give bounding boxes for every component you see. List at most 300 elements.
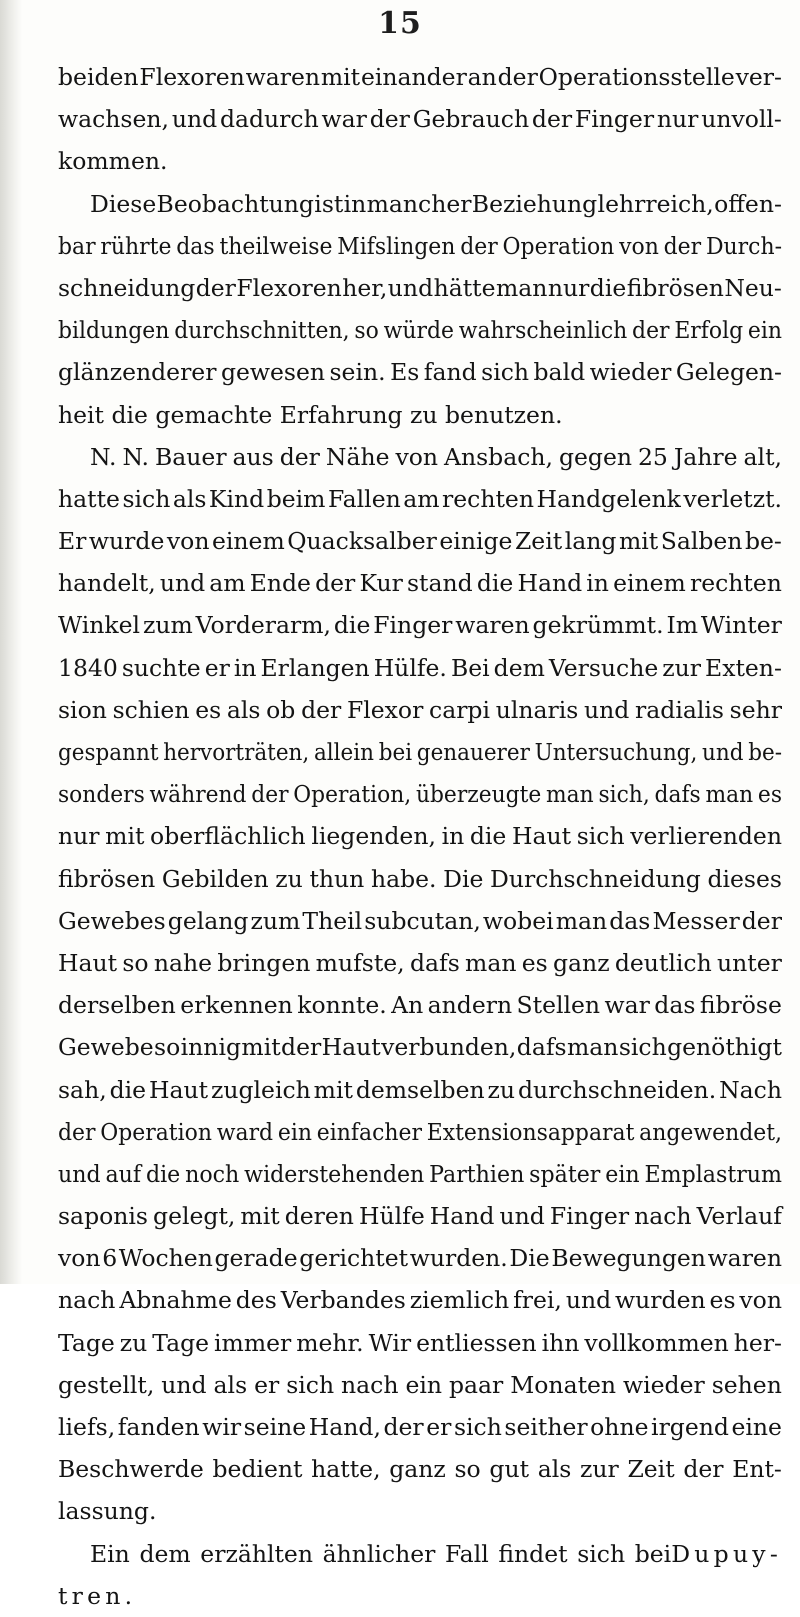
word: nahe [153, 948, 213, 977]
word: und [171, 105, 218, 134]
word: bar [58, 231, 96, 260]
word: und [161, 1370, 207, 1399]
word: Gelegen- [675, 358, 782, 387]
word: waren [245, 63, 321, 91]
word: ist [314, 189, 344, 218]
word: bildungen [58, 316, 170, 345]
word: der [683, 1455, 724, 1484]
word: Wir [368, 1328, 412, 1357]
text-line [58, 647, 782, 689]
word: zum [250, 906, 301, 935]
word: angewendet, [639, 1117, 782, 1146]
word: so [454, 1455, 481, 1484]
word: überzeugte [415, 780, 542, 809]
word: Kur [359, 569, 403, 598]
word: sich [122, 484, 171, 513]
word: Emplastrum [644, 1159, 782, 1188]
word: hatte [58, 484, 120, 513]
word: Flexor [346, 695, 424, 724]
word: Finger [373, 611, 453, 640]
word: als [226, 695, 261, 724]
word: ein [747, 316, 782, 345]
word: oberflächlich [150, 822, 306, 851]
word: als [172, 484, 207, 513]
word: thun [309, 864, 365, 893]
word: gestellt, [58, 1370, 155, 1399]
word: der [195, 273, 236, 302]
word: Bewegungen [551, 1244, 706, 1273]
word: 6 [102, 1244, 118, 1273]
word: An [391, 991, 424, 1020]
word: das [654, 991, 696, 1020]
word: innig [180, 1033, 242, 1062]
text-line [58, 1153, 782, 1195]
word: zur [580, 1455, 619, 1484]
word: fibrösen [58, 864, 156, 893]
word: mit [618, 527, 659, 556]
word: andern [427, 991, 513, 1020]
word: wurden. [409, 1244, 508, 1273]
text-line: lassung. [58, 1497, 157, 1526]
word: ob [266, 695, 296, 724]
word: ohne [590, 1413, 649, 1441]
word: carpi [429, 695, 490, 724]
word: Extensionsapparat [426, 1117, 635, 1146]
word: auf [105, 1159, 142, 1188]
text-line [58, 267, 782, 309]
text-line [58, 858, 782, 900]
word: ein [405, 1370, 442, 1399]
word: sion [58, 695, 107, 724]
word: der [531, 105, 573, 134]
word: gekrümmt. [532, 611, 664, 640]
word: fibröse [699, 991, 782, 1020]
word: ward [216, 1117, 274, 1146]
word: verletzt. [683, 484, 782, 513]
text-line [58, 225, 782, 267]
word: habe. [370, 864, 437, 893]
word: Gewebe [58, 1033, 154, 1062]
word: Durchschneidung [490, 864, 701, 893]
word: erkennen [180, 991, 293, 1020]
word: Er [58, 527, 87, 556]
word: war [604, 991, 650, 1020]
text-line [58, 309, 782, 351]
word: mit [240, 1202, 280, 1231]
word: wieder [589, 358, 672, 387]
word: Beschwerde [58, 1455, 204, 1484]
word: liefs, [58, 1413, 116, 1441]
word: derselben [58, 991, 176, 1020]
word: Finger [549, 1202, 630, 1231]
word: suchte [121, 653, 201, 682]
text-line [58, 1322, 782, 1364]
word: in [586, 569, 609, 598]
author-name-spaced: Dupuy- [671, 1539, 782, 1568]
word: Erfolg [674, 316, 744, 345]
word: aus [232, 442, 274, 471]
word: Operation [502, 231, 615, 260]
word: Flexoren [236, 273, 342, 302]
word: wurde [88, 527, 165, 556]
word: Verlauf [696, 1202, 782, 1231]
word: hätte [433, 273, 496, 302]
word: und [702, 738, 744, 766]
word: an [467, 63, 497, 91]
text-line [58, 562, 782, 604]
word: findet [498, 1539, 568, 1568]
word: man [545, 780, 594, 809]
word: unter [717, 948, 782, 977]
word: schien [112, 695, 190, 724]
word: so [154, 1033, 181, 1062]
word: man [567, 1033, 619, 1062]
word: Exten- [705, 653, 782, 682]
word: der [460, 231, 498, 260]
word: Untersuchung, [534, 738, 698, 766]
word: war [321, 105, 367, 134]
word: Operation, [293, 780, 412, 809]
word: lehrreich, [597, 189, 714, 218]
word: und [387, 273, 434, 302]
word: Neu- [724, 273, 782, 302]
word: und [584, 695, 630, 724]
word: eine [731, 1413, 782, 1441]
word: noch [185, 1159, 240, 1188]
word: der [251, 780, 289, 809]
word: Vorderarm, [195, 611, 332, 640]
word: sein. [329, 358, 386, 387]
word: einfacher [316, 1117, 422, 1146]
word: der [301, 695, 342, 724]
word: Gebilden [161, 864, 269, 893]
word: fanden [117, 1413, 200, 1441]
word: zum [142, 611, 193, 640]
word: der [632, 316, 670, 345]
word: Hand, [308, 1413, 381, 1441]
word: sich [576, 822, 625, 851]
word: sehen [711, 1370, 782, 1399]
word: in [343, 189, 367, 218]
word: Beobachtung [156, 189, 314, 218]
text-line [58, 520, 782, 562]
text-line [58, 1111, 782, 1153]
text-line: kommen. [58, 147, 168, 176]
word: her, [342, 273, 388, 302]
word: verlierenden [630, 822, 782, 851]
word: und [565, 1286, 612, 1315]
word: es [195, 695, 222, 724]
word: es [709, 1286, 736, 1315]
text-line [58, 1195, 782, 1237]
word: N. [122, 442, 150, 471]
word: dafs [409, 948, 460, 977]
word: mit [241, 1033, 281, 1062]
word: wahrscheinlich [458, 316, 628, 345]
word: 1840 [58, 653, 118, 682]
word: ein [605, 1159, 640, 1188]
word: Bauer [155, 442, 227, 471]
word: fand [423, 358, 477, 387]
word: die [469, 822, 507, 851]
word: paar [448, 1370, 504, 1399]
binding-shadow [0, 0, 22, 1284]
text-line [58, 731, 782, 773]
word: Hülfe [359, 1202, 425, 1231]
word: gut [489, 1455, 530, 1484]
word: am [403, 484, 440, 513]
word: Bei [450, 653, 490, 682]
word: von [58, 1244, 101, 1273]
word: offen- [714, 189, 782, 218]
word: sich [481, 358, 530, 387]
word: man [465, 948, 517, 977]
word: bedient [212, 1455, 303, 1484]
word: er [426, 1413, 452, 1441]
word: vollkommen [584, 1328, 729, 1357]
word: bei [378, 738, 413, 766]
word: gelang [167, 906, 249, 935]
word: be- [744, 527, 782, 556]
text-line [58, 98, 782, 140]
word: konnte. [297, 991, 387, 1020]
word: her- [733, 1328, 782, 1357]
text-line: heit die gemachte Erfahrung zu benutzen. [58, 400, 563, 429]
word: Ansbach, [444, 442, 553, 471]
word: von [739, 1286, 782, 1315]
word: Operation [100, 1117, 212, 1146]
text-line [58, 900, 782, 942]
text-line: tren. [58, 1581, 137, 1610]
word: stand [407, 569, 473, 598]
word: allein [313, 738, 374, 766]
word: Es [390, 358, 420, 387]
text-line [58, 56, 782, 98]
text-line [58, 1279, 782, 1321]
word: Quacksalber [287, 527, 437, 556]
word: glänzenderer [58, 358, 217, 387]
word: von [166, 527, 210, 556]
word: Ent- [732, 1455, 782, 1484]
word: man [495, 273, 548, 302]
word: mehr. [296, 1328, 364, 1357]
word: 25 [637, 442, 668, 471]
word: Haut [58, 948, 118, 977]
text-line [58, 604, 782, 646]
word: es [757, 780, 782, 809]
word: das [176, 231, 215, 260]
word: Erlangen [260, 653, 370, 682]
word: nur [58, 822, 100, 851]
word: ziemlich [409, 1286, 510, 1315]
word: mit [105, 822, 145, 851]
word: ihn [541, 1328, 580, 1357]
text-line [58, 1364, 782, 1406]
word: sehr [729, 695, 782, 724]
word: der [383, 1413, 424, 1441]
word: Verbandes [280, 1286, 406, 1315]
word: Gebrauch [412, 105, 530, 134]
word: Nähe [325, 442, 390, 471]
word: Tage [152, 1328, 210, 1357]
word: in [233, 653, 257, 682]
word: während [149, 780, 247, 809]
word: von [395, 442, 439, 471]
text-line [58, 1406, 782, 1448]
word: Durch- [705, 231, 782, 260]
word: Nach [719, 1075, 782, 1104]
word: später [529, 1159, 601, 1188]
word: nach [341, 1370, 399, 1399]
word: immer [214, 1328, 292, 1357]
word: ganz [553, 948, 610, 977]
word: radialis [635, 695, 724, 724]
text-line [58, 942, 782, 984]
word: zu [275, 864, 303, 893]
word: seither [504, 1413, 588, 1441]
word: der [279, 442, 320, 471]
word: demselben [355, 1075, 485, 1104]
word: rührte [100, 231, 172, 260]
word: würde [383, 316, 454, 345]
word: Fallen [327, 484, 401, 513]
word: zu [487, 1075, 516, 1104]
word: Theil [302, 906, 363, 935]
word: unvoll- [701, 105, 782, 134]
word: erzählten [200, 1539, 313, 1568]
word: er [204, 653, 230, 682]
word: wurden [615, 1286, 706, 1315]
word: die [145, 1159, 181, 1188]
word: Winkel [58, 611, 141, 640]
word: so [354, 316, 379, 345]
word: nach [634, 1202, 692, 1231]
word: nur [547, 273, 590, 302]
word: Wochen [118, 1244, 213, 1273]
word: er [254, 1370, 280, 1399]
word: in [441, 822, 465, 851]
word: gegen [558, 442, 633, 471]
word: und [499, 1202, 545, 1231]
word: Operationsstelle [538, 63, 735, 91]
word: wieder [623, 1370, 705, 1399]
word: bald [533, 358, 586, 387]
word: und [159, 569, 206, 598]
text-line [58, 984, 782, 1026]
word: Beziehung [471, 189, 598, 218]
word: dieses [707, 864, 782, 893]
word: gewesen [220, 358, 326, 387]
word: Parthien [429, 1159, 525, 1188]
word: rechten [442, 484, 534, 513]
word: irgend [651, 1413, 729, 1441]
word: deutlich [614, 948, 712, 977]
text-line [58, 773, 782, 815]
word: ähnlicher [322, 1539, 436, 1568]
word: bei [634, 1539, 672, 1568]
word: fibrösen [626, 273, 724, 302]
word: waren [707, 1244, 782, 1273]
paragraph-start-line [58, 183, 782, 225]
word: dem [139, 1539, 191, 1568]
word: Ende [249, 569, 311, 598]
word: Messer [652, 906, 740, 935]
body-text [58, 56, 782, 1617]
word: gerade [214, 1244, 298, 1273]
word: deren [284, 1202, 354, 1231]
word: Im [666, 611, 699, 640]
word: gespannt [58, 738, 159, 766]
word: Fall [444, 1539, 489, 1568]
word: Ein [90, 1539, 130, 1568]
word: theilweise [219, 231, 333, 260]
word: Die [509, 1244, 550, 1273]
word: seine [243, 1413, 307, 1441]
word: die [109, 1075, 147, 1104]
word: widerstehenden [244, 1159, 425, 1188]
text-line [58, 689, 782, 731]
word: sah, [58, 1075, 107, 1104]
word: dem [493, 653, 545, 682]
word: ulnaris [495, 695, 579, 724]
text-line [58, 1237, 782, 1279]
word: zugleich [210, 1075, 311, 1104]
word: sonders [58, 780, 145, 809]
text-line [58, 351, 782, 393]
word: wobei [482, 906, 554, 935]
page-number: 15 [378, 6, 422, 41]
text-line [58, 815, 782, 857]
word: Flexoren [139, 63, 245, 91]
text-line [58, 1069, 782, 1111]
word: gelegt, [153, 1202, 236, 1231]
word: Handgelenk [536, 484, 681, 513]
word: von [619, 231, 659, 260]
word: als [537, 1455, 572, 1484]
word: des [235, 1286, 277, 1315]
word: dafs [516, 1033, 567, 1062]
word: alt, [743, 442, 782, 471]
word: dafs [654, 780, 701, 809]
word: die [476, 569, 514, 598]
word: der [281, 1033, 322, 1062]
word: frei, [513, 1286, 562, 1315]
word: Gewebes [58, 906, 166, 935]
word: dadurch [219, 105, 319, 134]
word: sich, [598, 780, 650, 809]
word: genöthigt [667, 1033, 782, 1062]
word: als [213, 1370, 248, 1399]
word: sich [618, 1033, 667, 1062]
paragraph-start-line [58, 1533, 782, 1575]
word: Kind [208, 484, 265, 513]
word: mufste, [315, 948, 405, 977]
word: man [555, 906, 608, 935]
word: am [209, 569, 246, 598]
word: beiden [58, 63, 139, 91]
word: sich [577, 1539, 626, 1568]
word: Monaten [510, 1370, 617, 1399]
word: gerichtet [299, 1244, 409, 1273]
word: waren [455, 611, 530, 640]
word: N. [90, 442, 117, 471]
word: Haut [511, 822, 572, 851]
word: Versuche [548, 653, 659, 682]
word: wachsen, [58, 105, 169, 134]
word: sich [286, 1370, 335, 1399]
word: hatte, [311, 1455, 381, 1484]
word: zur [662, 653, 702, 682]
